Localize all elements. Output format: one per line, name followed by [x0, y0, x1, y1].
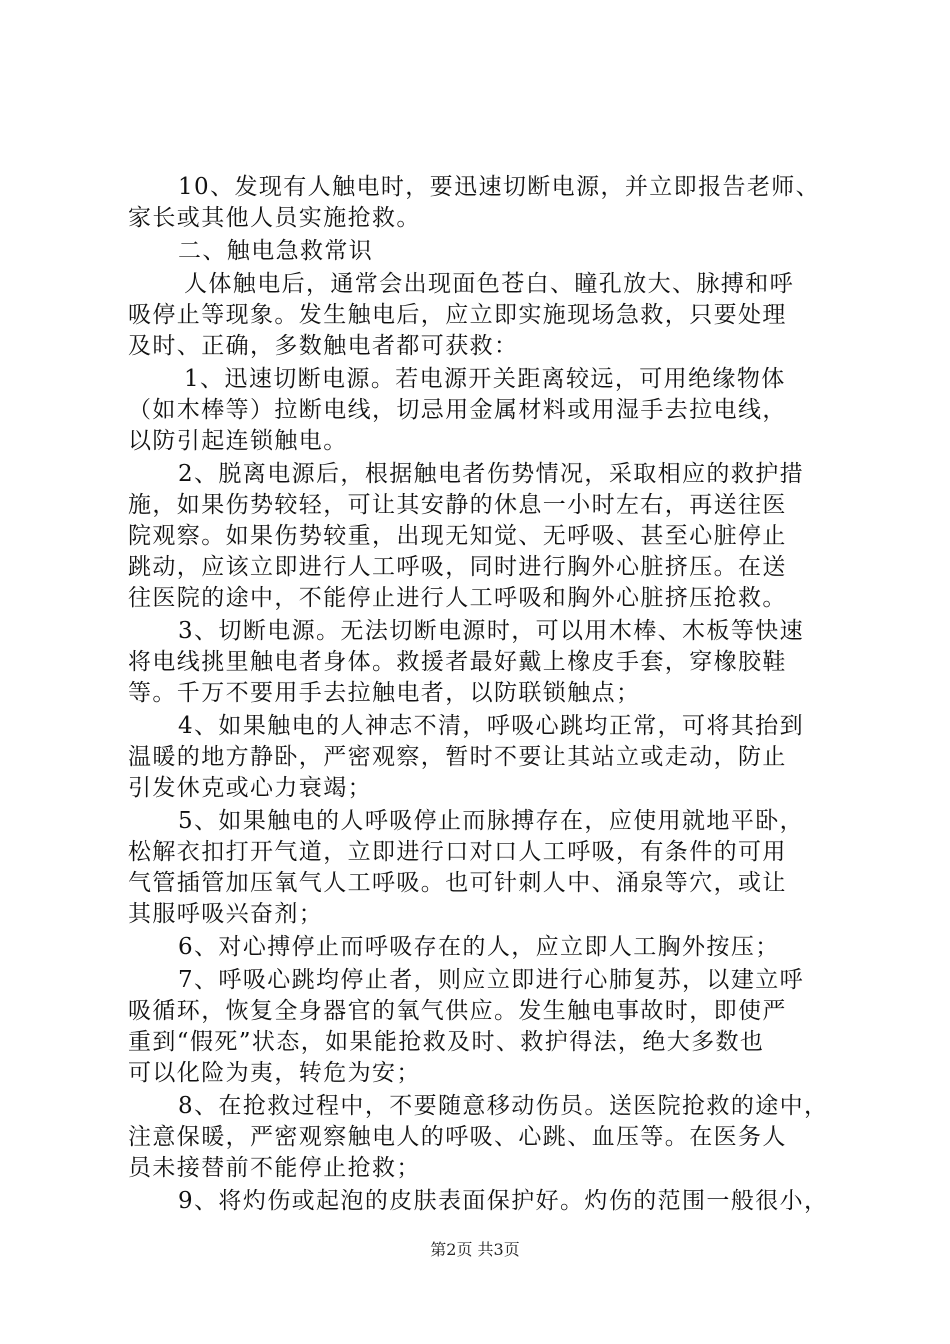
- text-line: 等。千万不要用手去拉触电者，以防联锁触点；: [128, 680, 641, 706]
- text-line: 1、迅速切断电源。若电源开关距离较远，可用绝缘物体: [184, 366, 786, 392]
- text-line: 10、发现有人触电时，要迅速切断电源，并立即报告老师、: [178, 174, 821, 200]
- paragraph: [128, 616, 828, 709]
- text-line: 重到“假死”状态，如果能抢救及时、救护得法，绝大多数也: [128, 1029, 765, 1055]
- text-line: 施，如果伤势较轻，可让其安静的休息一小时左右，再送往医: [128, 492, 787, 518]
- text-line: 将电线挑里触电者身体。救援者最好戴上橡皮手套，穿橡胶鞋: [128, 649, 787, 675]
- text-line: 5、如果触电的人呼吸停止而脉搏存在，应使用就地平卧，: [178, 808, 805, 834]
- text-line: 松解衣扣打开气道，立即进行口对口人工呼吸，有条件的可用: [128, 839, 787, 865]
- paragraph: [128, 172, 828, 234]
- paragraph: [128, 932, 828, 963]
- text-line: 可以化险为夷，转危为安；: [128, 1060, 421, 1086]
- paragraph: [128, 1091, 828, 1184]
- paragraph: [128, 459, 828, 614]
- page-footer: 第2页 共3页: [430, 1240, 520, 1259]
- text-line: 家长或其他人员实施抢救。: [128, 205, 421, 231]
- text-line: 以防引起连锁触电。: [128, 428, 348, 454]
- text-line: 3、切断电源。无法切断电源时，可以用木棒、木板等快速: [178, 618, 805, 644]
- text-line: 温暖的地方静卧，严密观察，暂时不要让其站立或走动，防止: [128, 744, 787, 770]
- text-line: 跳动，应该立即进行人工呼吸，同时进行胸外心脏挤压。在送: [128, 554, 787, 580]
- text-line: 9、将灼伤或起泡的皮肤表面保护好。灼伤的范围一般很小，: [178, 1188, 829, 1214]
- paragraph: [128, 711, 828, 804]
- text-line: 7、呼吸心跳均停止者，则应立即进行心肺复苏，以建立呼: [178, 967, 805, 993]
- text-line: 二、触电急救常识: [178, 238, 374, 264]
- text-line: 往医院的途中，不能停止进行人工呼吸和胸外心脏挤压抢救。: [128, 585, 787, 611]
- text-line: 8、在抢救过程中，不要随意移动伤员。送医院抢救的途中，: [178, 1093, 829, 1119]
- text-line: 员未接替前不能停止抢救；: [128, 1155, 421, 1181]
- paragraph-gap: [128, 1217, 828, 1219]
- text-line: 引发休克或心力衰竭；: [128, 775, 372, 801]
- paragraph: [128, 364, 828, 457]
- paragraph: [128, 965, 828, 1089]
- paragraph: [128, 1186, 828, 1217]
- text-line: （如木棒等）拉断电线，切忌用金属材料或用湿手去拉电线，: [128, 397, 787, 423]
- text-line: 2、脱离电源后，根据触电者伤势情况，采取相应的救护措: [178, 461, 805, 487]
- text-line: 6、对心搏停止而呼吸存在的人，应立即人工胸外按压；: [178, 934, 780, 960]
- text-line: 其服呼吸兴奋剂；: [128, 901, 324, 927]
- text-line: 吸停止等现象。发生触电后，应立即实施现场急救，只要处理: [128, 302, 787, 328]
- paragraph: [128, 236, 828, 267]
- text-line: 人体触电后，通常会出现面色苍白、瞳孔放大、脉搏和呼: [184, 271, 794, 297]
- text-line: 4、如果触电的人神志不清，呼吸心跳均正常，可将其抬到: [178, 713, 805, 739]
- paragraph: [128, 806, 828, 930]
- paragraph: [128, 269, 828, 362]
- text-line: 注意保暖，严密观察触电人的呼吸、心跳、血压等。在医务人: [128, 1124, 787, 1150]
- text-line: 及时、正确，多数触电者都可获救：: [128, 333, 519, 359]
- text-line: 吸循环，恢复全身器官的氧气供应。发生触电事故时，即使严: [128, 998, 787, 1024]
- text-line: 院观察。如果伤势较重，出现无知觉、无呼吸、甚至心脏停止: [128, 523, 787, 549]
- text-line: 气管插管加压氧气人工呼吸。也可针刺人中、涌泉等穴，或让: [128, 870, 787, 896]
- document-body: [128, 172, 828, 1219]
